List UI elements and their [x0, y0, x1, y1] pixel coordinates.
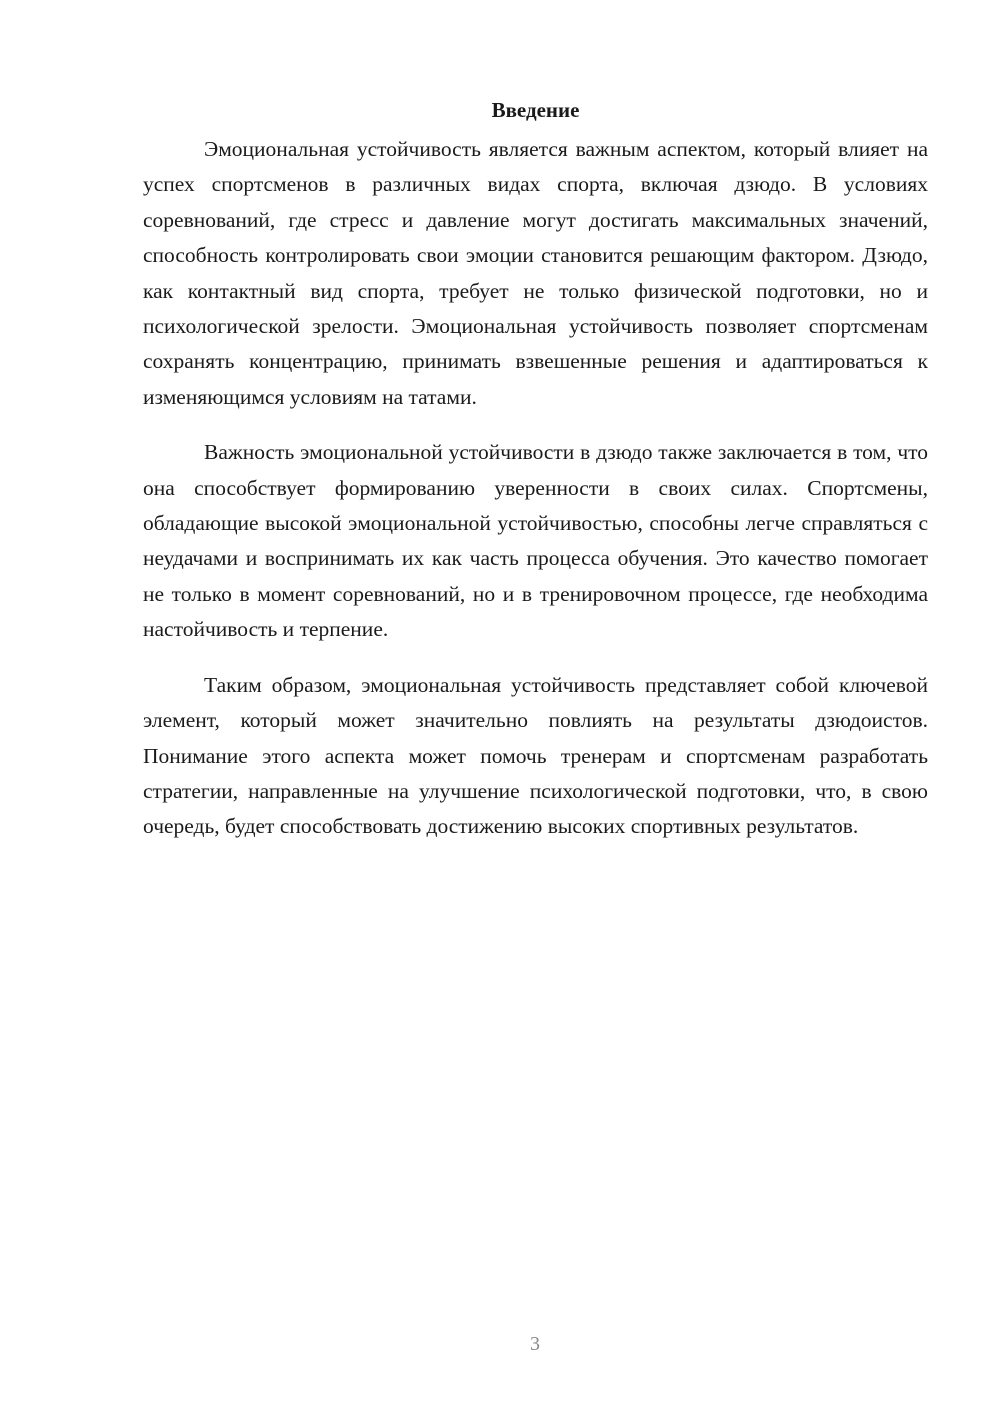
page-content	[143, 92, 928, 865]
section-title: Введение	[491, 98, 580, 122]
paragraph-3: Таким образом, эмоциональная устойчивость представляет собой ключевой элемент, который может значительно повлиять на результаты дзюдоистов. Понимание этого аспекта может помочь тренерам и спортсменам разработать стратегии, направленные на улучшение психологической подготовки, что, в свою очередь, будет способствовать достижению высоких спортивных результатов.	[143, 672, 928, 839]
paragraph-2: Важность эмоциональной устойчивости в дзюдо также заключается в том, что она способствует формированию уверенности в своих силах. Спортсмены, обладающие высокой эмоциональной устойчивостью, способны легче справляться с неудачами и воспринимать их как часть процесса обучения. Это качество помогает не только в момент соревнований, но и в тренировочном процессе, где необходима настойчивость и терпение.	[143, 440, 928, 642]
paragraph-1: Эмоциональная устойчивость является важным аспектом, который влияет на успех спортсменов в различных видах спорта, включая дзюдо. В условиях соревнований, где стресс и давление могут достигать максимальных значений, способность контролировать свои эмоции становится решающим фактором. Дзюдо, как контактный вид спорта, требует не только физической подготовки, но и психологической зрелости. Эмоциональная устойчивость позволяет спортсменам сохранять концентрацию, принимать взвешенные решения и адаптироваться к изменяющимся условиям на татами.	[143, 137, 928, 409]
page-number: 3	[530, 1333, 540, 1355]
